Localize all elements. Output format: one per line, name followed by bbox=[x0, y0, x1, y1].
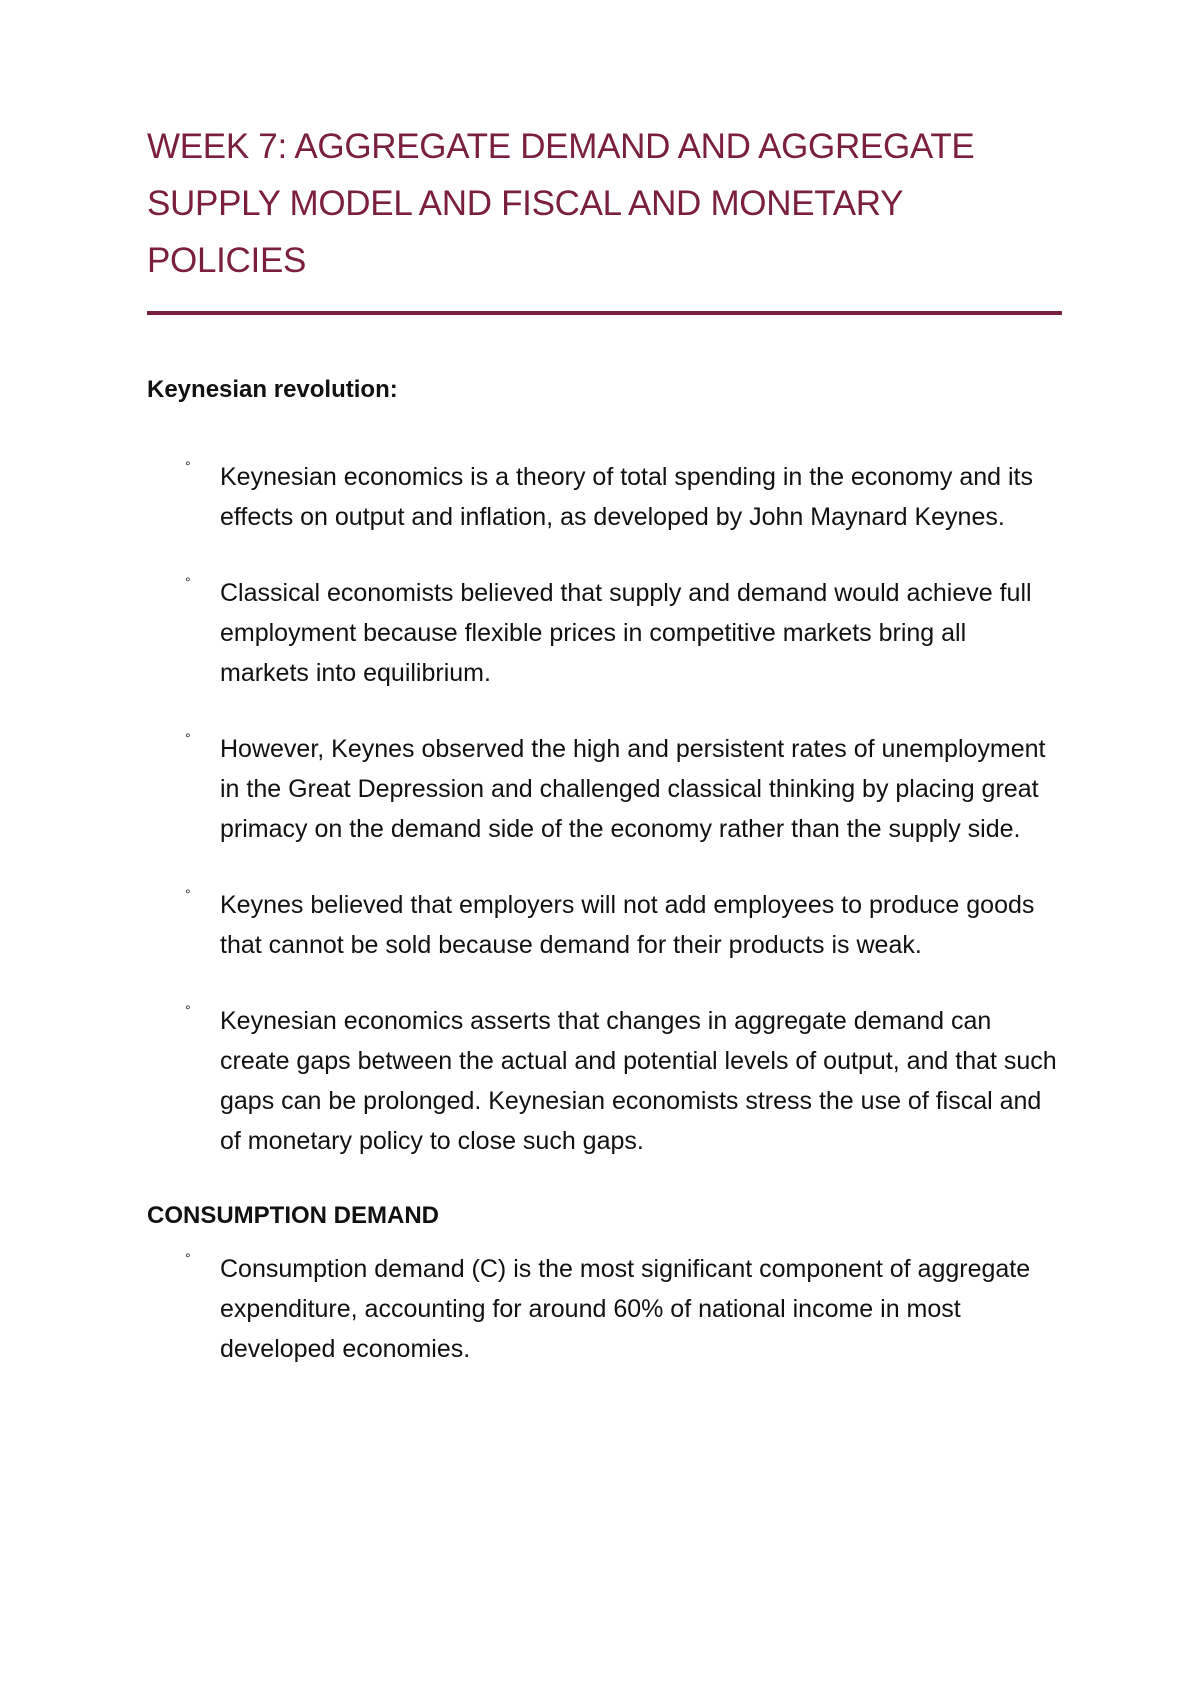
list-item bbox=[147, 885, 1062, 965]
list-item-text: Keynes believed that employers will not add employees to produce goods that cannot be sold because demand for their products is weak. bbox=[220, 891, 1035, 959]
list-item-text: Consumption demand (C) is the most significant component of aggregate expenditure, accounting for around 60% of national income in most developed economies. bbox=[220, 1255, 1031, 1363]
document-page bbox=[147, 118, 1062, 1369]
list-item bbox=[147, 1001, 1062, 1161]
keynesian-revolution-list bbox=[147, 457, 1062, 1161]
title-divider bbox=[147, 311, 1062, 315]
list-item bbox=[147, 729, 1062, 849]
bullet-icon: ° bbox=[185, 458, 191, 474]
list-item-text: Keynesian economics is a theory of total spending in the economy and its effects on output and inflation, as developed by John Maynard Keynes. bbox=[220, 463, 1033, 531]
bullet-icon: ° bbox=[185, 730, 191, 746]
title-line-1: WEEK 7: AGGREGATE DEMAND AND AGGREGATE bbox=[147, 127, 975, 166]
bullet-icon: ° bbox=[185, 1250, 191, 1266]
bullet-icon: ° bbox=[185, 1002, 191, 1018]
list-item bbox=[147, 1249, 1062, 1369]
list-item-text: Classical economists believed that supply and demand would achieve full employment because flexible prices in competitive markets bring all markets into equilibrium. bbox=[220, 579, 1032, 687]
title-line-2: SUPPLY MODEL AND FISCAL AND MONETARY POLICIES bbox=[147, 184, 903, 280]
document-title bbox=[147, 118, 1062, 289]
list-item bbox=[147, 573, 1062, 693]
section-heading-consumption-demand: CONSUMPTION DEMAND bbox=[147, 1202, 439, 1229]
list-item bbox=[147, 457, 1062, 537]
section-heading-keynesian-revolution: Keynesian revolution: bbox=[147, 376, 398, 403]
bullet-icon: ° bbox=[185, 886, 191, 902]
consumption-demand-list bbox=[147, 1249, 1062, 1369]
list-item-text: However, Keynes observed the high and persistent rates of unemployment in the Great Depression and challenged classical thinking by placing great primacy on the demand side of the economy rather than the supply side. bbox=[220, 735, 1046, 843]
bullet-icon: ° bbox=[185, 574, 191, 590]
list-item-text: Keynesian economics asserts that changes in aggregate demand can create gaps between the actual and potential levels of output, and that such gaps can be prolonged. Keynesian economists stress the use of fiscal and of monetary policy to close such gaps. bbox=[220, 1007, 1057, 1155]
